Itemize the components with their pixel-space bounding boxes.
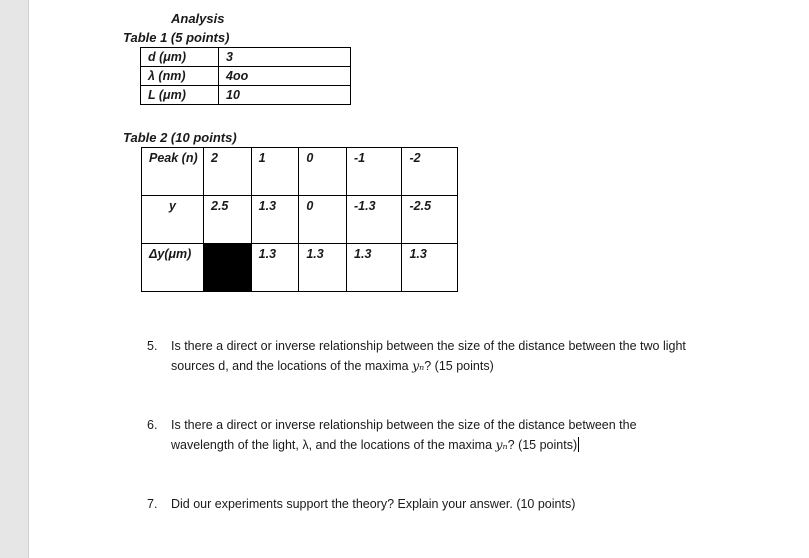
- question-text: Did our experiments support the theory? Explain your answer. (10 points): [171, 497, 576, 511]
- question-text: wavelength of the light, λ, and the locations of the maxima: [171, 438, 496, 452]
- table-row: [141, 86, 351, 105]
- y-cell[interactable]: 1.3: [251, 196, 299, 244]
- question-text: Is there a direct or inverse relationship between the size of the distance between the two light: [171, 339, 686, 353]
- peak-cell[interactable]: -2: [402, 148, 458, 196]
- table-row: [142, 196, 458, 244]
- table-2: [141, 147, 458, 292]
- table1-value-d[interactable]: 3: [219, 48, 351, 67]
- question-points: ? (15 points): [424, 359, 494, 373]
- dy-header: Δy(μm): [142, 244, 204, 292]
- table-row: [142, 244, 458, 292]
- y-cell[interactable]: -1.3: [347, 196, 402, 244]
- table2-caption: Table 2 (10 points): [123, 130, 237, 145]
- table1-label-lambda: λ (nm): [141, 67, 219, 86]
- table-1: [140, 47, 351, 105]
- peak-header: Peak (n): [142, 148, 204, 196]
- question-points: ? (15 points): [507, 438, 578, 452]
- question-number: 7.: [147, 497, 158, 511]
- table1-label-d: d (μm): [141, 48, 219, 67]
- y-header: y: [142, 196, 204, 244]
- dy-cell-shaded: [204, 244, 252, 292]
- dy-cell[interactable]: 1.3: [402, 244, 458, 292]
- question-text: sources d, and the locations of the maxima: [171, 359, 413, 373]
- peak-cell[interactable]: 2: [204, 148, 252, 196]
- dy-cell[interactable]: 1.3: [251, 244, 299, 292]
- question-text: Is there a direct or inverse relationship between the size of the distance between the: [171, 418, 637, 432]
- peak-cell[interactable]: 1: [251, 148, 299, 196]
- y-cell[interactable]: 0: [299, 196, 347, 244]
- math-y-n: yₙ: [412, 358, 425, 373]
- question-number: 5.: [147, 339, 158, 353]
- dy-cell[interactable]: 1.3: [347, 244, 402, 292]
- math-y-n: yₙ: [495, 437, 508, 452]
- table-row: [141, 67, 351, 86]
- y-cell[interactable]: -2.5: [402, 196, 458, 244]
- peak-cell[interactable]: 0: [299, 148, 347, 196]
- table-row: [142, 148, 458, 196]
- y-cell[interactable]: 2.5: [204, 196, 252, 244]
- table1-value-lambda[interactable]: 4oo: [219, 67, 351, 86]
- table1-value-L[interactable]: 10: [219, 86, 351, 105]
- peak-cell[interactable]: -1: [347, 148, 402, 196]
- question-number: 6.: [147, 418, 158, 432]
- text-cursor: [578, 437, 579, 452]
- left-margin-gutter: [0, 0, 29, 558]
- document-page[interactable]: [29, 0, 809, 558]
- table1-caption: Table 1 (5 points): [123, 30, 230, 45]
- table-row: [141, 48, 351, 67]
- table1-label-L: L (μm): [141, 86, 219, 105]
- analysis-heading: Analysis: [171, 11, 225, 26]
- dy-cell[interactable]: 1.3: [299, 244, 347, 292]
